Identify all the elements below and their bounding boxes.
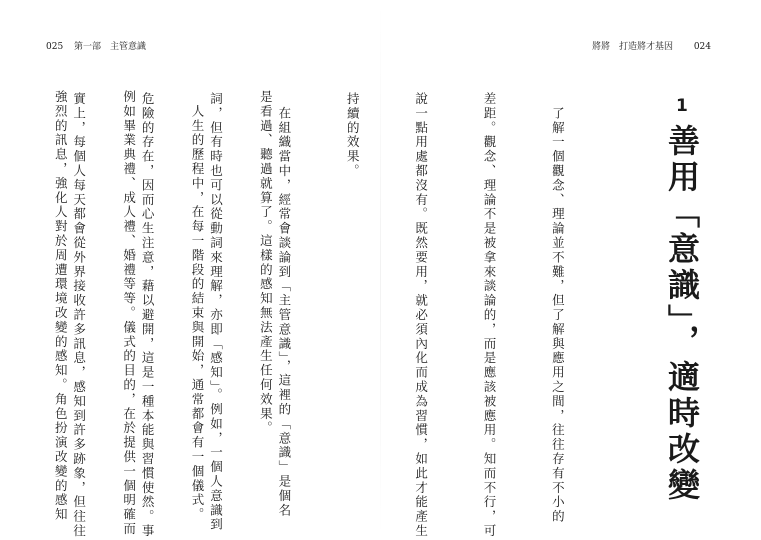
body-column: 人生的歷程中，在每一階段的結束與開始，通常都會有一個儀式。 [190, 90, 206, 522]
page-number-right: 024 [693, 42, 711, 52]
body-column: 了解一個觀念、理論並不難，但了解與應用之間，往往存有不小的 [550, 92, 566, 524]
page-number-left: 025 [46, 42, 64, 52]
body-column: 例如畢業典禮、成人禮、婚禮等等。儀式的目的，在於提供一個明確而 [121, 90, 137, 537]
running-head-left: 第一部 主管意識 [74, 42, 147, 52]
body-column: 強烈的訊息，強化人對於周遭環境改變的感知。角色扮演改變的感知 [53, 90, 69, 522]
chapter-number: 1 [676, 96, 688, 116]
body-column: 詞，但有時也可以從動詞來理解，亦即「感知」。例如，一個人意識到 [208, 92, 224, 533]
chapter-title: 善用「意識」，適時改變 [663, 124, 701, 504]
body-column: 差距。觀念、理論不是被拿來談論的，而是應該被應用。知而不行，可 [482, 92, 498, 539]
body-column: 在組織當中，經常會談論到「主管意識」，這裡的「意識」是個名 [276, 92, 292, 518]
body-column [0, 90, 3, 510]
body-column: 是看過、聽過就算了。這樣的感知無法產生任何效果。 [258, 90, 274, 436]
body-column: 危險的存在，因而心生注意，藉以避開，這是一種本能與習慣使然。事 [140, 92, 156, 539]
body-column: 說一點用處都沒有。既然要用，就必須內化而成為習慣，如此才能產生 [413, 92, 429, 539]
body-column: 實上，每個人每天都會從外界接收許多訊息，感知到許多跡象，但往往 [71, 92, 87, 539]
running-head-right: 將將 打造將才基因 [591, 42, 673, 52]
body-column: 持續的效果。 [345, 92, 361, 179]
